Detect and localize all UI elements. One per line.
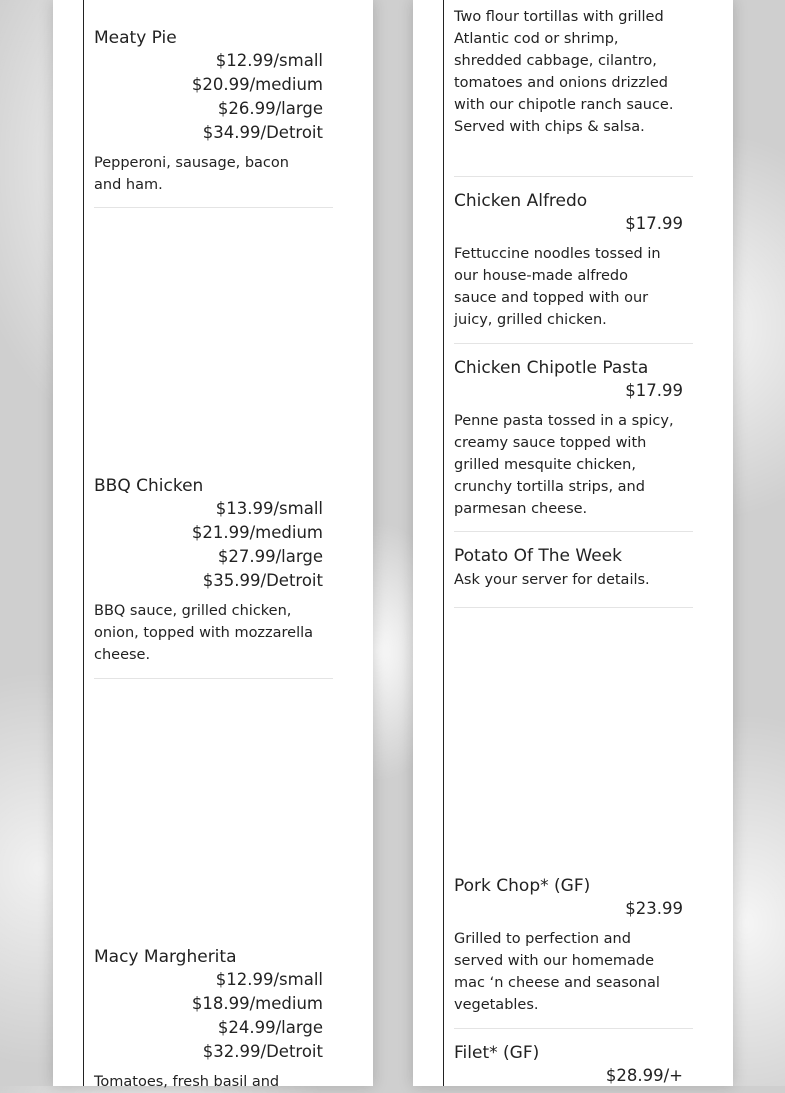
- menu-item-name: Potato Of The Week: [454, 546, 622, 566]
- menu-item-filet: [454, 1042, 693, 1088]
- menu-item-name: Pork Chop* (GF): [454, 876, 591, 896]
- price-detroit: $34.99/Detroit: [202, 123, 323, 142]
- menu-item-prices: [454, 212, 693, 236]
- price-large: $27.99/large: [217, 547, 323, 566]
- menu-item-description: Pepperoni, sausage, bacon and ham.: [94, 155, 289, 193]
- menu-item-macy-margherita: [94, 946, 333, 1093]
- menu-item-chicken-chipotle-pasta: [454, 357, 693, 520]
- menu-item-name: Filet* (GF): [454, 1043, 540, 1063]
- item-divider: [454, 343, 693, 344]
- menu-item-chicken-alfredo: [454, 190, 693, 331]
- item-divider: [94, 678, 333, 679]
- column-border-line: [83, 0, 84, 1086]
- price-small: $13.99/small: [215, 499, 323, 518]
- menu-item-prices: [94, 968, 333, 1064]
- menu-item-prices: [94, 49, 333, 145]
- item-divider: [454, 1028, 693, 1029]
- menu-item-name: Chicken Chipotle Pasta: [454, 358, 649, 378]
- price-small: $12.99/small: [215, 970, 323, 989]
- menu-item-description: Two flour tortillas with grilled Atlantic cod or shrimp, shredded cabbage, cilantro, tomatoes and onions drizzled with our chipotle ranch sauce. Served with chips & salsa.: [454, 9, 674, 135]
- price-detroit: $32.99/Detroit: [202, 1042, 323, 1061]
- menu-item-prices: [94, 497, 333, 593]
- menu-item-description: BBQ sauce, grilled chicken, onion, topped with mozzarella cheese.: [94, 603, 314, 663]
- column-border-line: [443, 0, 444, 1086]
- menu-item-prices: [454, 1064, 693, 1088]
- menu-item-prices: [454, 379, 693, 403]
- price-medium: $18.99/medium: [191, 994, 323, 1013]
- menu-item-tacos: [454, 0, 693, 138]
- menu-item-bbq-chicken: [94, 475, 333, 666]
- price-small: $12.99/small: [215, 51, 323, 70]
- menu-item-name: Macy Margherita: [94, 947, 237, 967]
- menu-item-name: BBQ Chicken: [94, 476, 204, 496]
- price: $17.99: [625, 381, 683, 400]
- menu-column-right: [413, 0, 733, 1086]
- menu-column-left: [53, 0, 373, 1090]
- item-divider: [454, 607, 693, 608]
- menu-item-description: Grilled to perfection and served with our homemade mac ‘n cheese and seasonal vegetables.: [454, 931, 660, 1013]
- menu-item-prices: [454, 897, 693, 921]
- menu-item-description: Tomatoes, fresh basil and: [94, 1074, 280, 1090]
- price-detroit: $35.99/Detroit: [202, 571, 323, 590]
- menu-item-meaty-pie: [94, 27, 333, 196]
- menu-item-pork-chop: [454, 875, 693, 1016]
- menu-item-potato-of-the-week: [454, 545, 693, 591]
- price: $28.99/+: [605, 1066, 683, 1085]
- item-divider: [454, 531, 693, 532]
- menu-item-description: Penne pasta tossed in a spicy, creamy sauce topped with grilled mesquite chicken, crunchy tortilla strips, and parmesan cheese.: [454, 413, 674, 517]
- price-medium: $21.99/medium: [191, 523, 323, 542]
- menu-item-description: Fettuccine noodles tossed in our house-made alfredo sauce and topped with our juicy, grilled chicken.: [454, 246, 661, 328]
- price-large: $24.99/large: [217, 1018, 323, 1037]
- menu-item-description: Ask your server for details.: [454, 572, 650, 588]
- menu-item-name: Meaty Pie: [94, 28, 177, 48]
- price: $23.99: [625, 899, 683, 918]
- price-large: $26.99/large: [217, 99, 323, 118]
- item-divider: [94, 207, 333, 208]
- price: $17.99: [625, 214, 683, 233]
- price-medium: $20.99/medium: [191, 75, 323, 94]
- menu-item-name: Chicken Alfredo: [454, 191, 588, 211]
- item-divider: [454, 176, 693, 177]
